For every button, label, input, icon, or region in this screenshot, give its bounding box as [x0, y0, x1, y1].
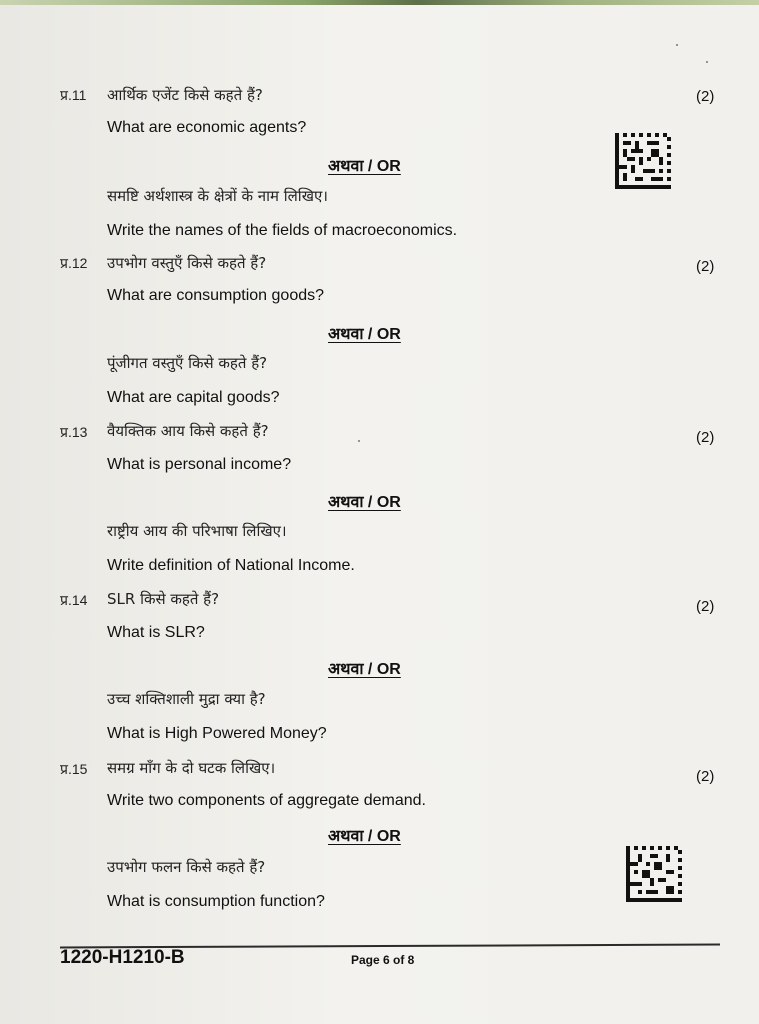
datamatrix-code-top: [615, 132, 671, 190]
question-english: What are economic agents?: [107, 119, 307, 136]
question-english: What is SLR?: [107, 624, 205, 641]
photo-top-edge: [0, 0, 759, 5]
alt-question-english: Write the names of the fields of macroeconomics.: [107, 222, 458, 239]
or-separator: अथवा / OR: [328, 158, 401, 175]
alt-question-english: What is consumption function?: [107, 893, 325, 910]
alt-question-english: Write definition of National Income.: [107, 557, 355, 574]
marks-label: (2): [696, 598, 715, 615]
question-number: प्र.13: [60, 424, 88, 440]
speck: [676, 44, 678, 46]
datamatrix-code-bottom: [626, 845, 682, 903]
alt-question-english: What is High Powered Money?: [107, 725, 327, 742]
question-english: Write two components of aggregate demand.: [107, 792, 426, 809]
alt-question-hindi: उपभोग फलन किसे कहते हैं?: [107, 858, 266, 876]
speck: [358, 440, 360, 442]
speck: [706, 61, 708, 63]
marks-label: (2): [696, 88, 715, 105]
alt-question-hindi: पूंजीगत वस्तुएँ किसे कहते हैं?: [107, 354, 268, 372]
question-hindi: वैयक्तिक आय किसे कहते हैं?: [107, 422, 269, 440]
marks-label: (2): [696, 429, 715, 446]
or-separator: अथवा / OR: [328, 326, 401, 343]
question-hindi: उपभोग वस्तुएँ किसे कहते हैं?: [107, 254, 267, 272]
question-english: What are consumption goods?: [107, 287, 325, 304]
marks-label: (2): [696, 258, 715, 275]
alt-question-hindi: उच्च शक्तिशाली मुद्रा क्या है?: [107, 690, 266, 708]
alt-question-hindi: राष्ट्रीय आय की परिभाषा लिखिए।: [107, 522, 287, 540]
or-separator: अथवा / OR: [328, 661, 401, 678]
question-hindi: SLR किसे कहते हैं?: [107, 590, 220, 608]
question-number: प्र.14: [60, 592, 88, 608]
or-separator: अथवा / OR: [328, 828, 401, 845]
or-separator: अथवा / OR: [328, 494, 401, 511]
alt-question-english: What are capital goods?: [107, 389, 280, 406]
marks-label: (2): [696, 768, 715, 785]
alt-question-hindi: समष्टि अर्थशास्त्र के क्षेत्रों के नाम लिखिए।: [107, 187, 328, 205]
question-number: प्र.11: [60, 87, 87, 103]
question-number: प्र.12: [60, 255, 88, 271]
paper-code: 1220-H1210-B: [60, 947, 185, 968]
question-hindi: समग्र माँग के दो घटक लिखिए।: [107, 759, 276, 777]
page-number: Page 6 of 8: [351, 953, 415, 967]
question-hindi: आर्थिक एजेंट किसे कहते हैं?: [107, 86, 263, 104]
question-english: What is personal income?: [107, 456, 292, 473]
question-number: प्र.15: [60, 761, 88, 777]
